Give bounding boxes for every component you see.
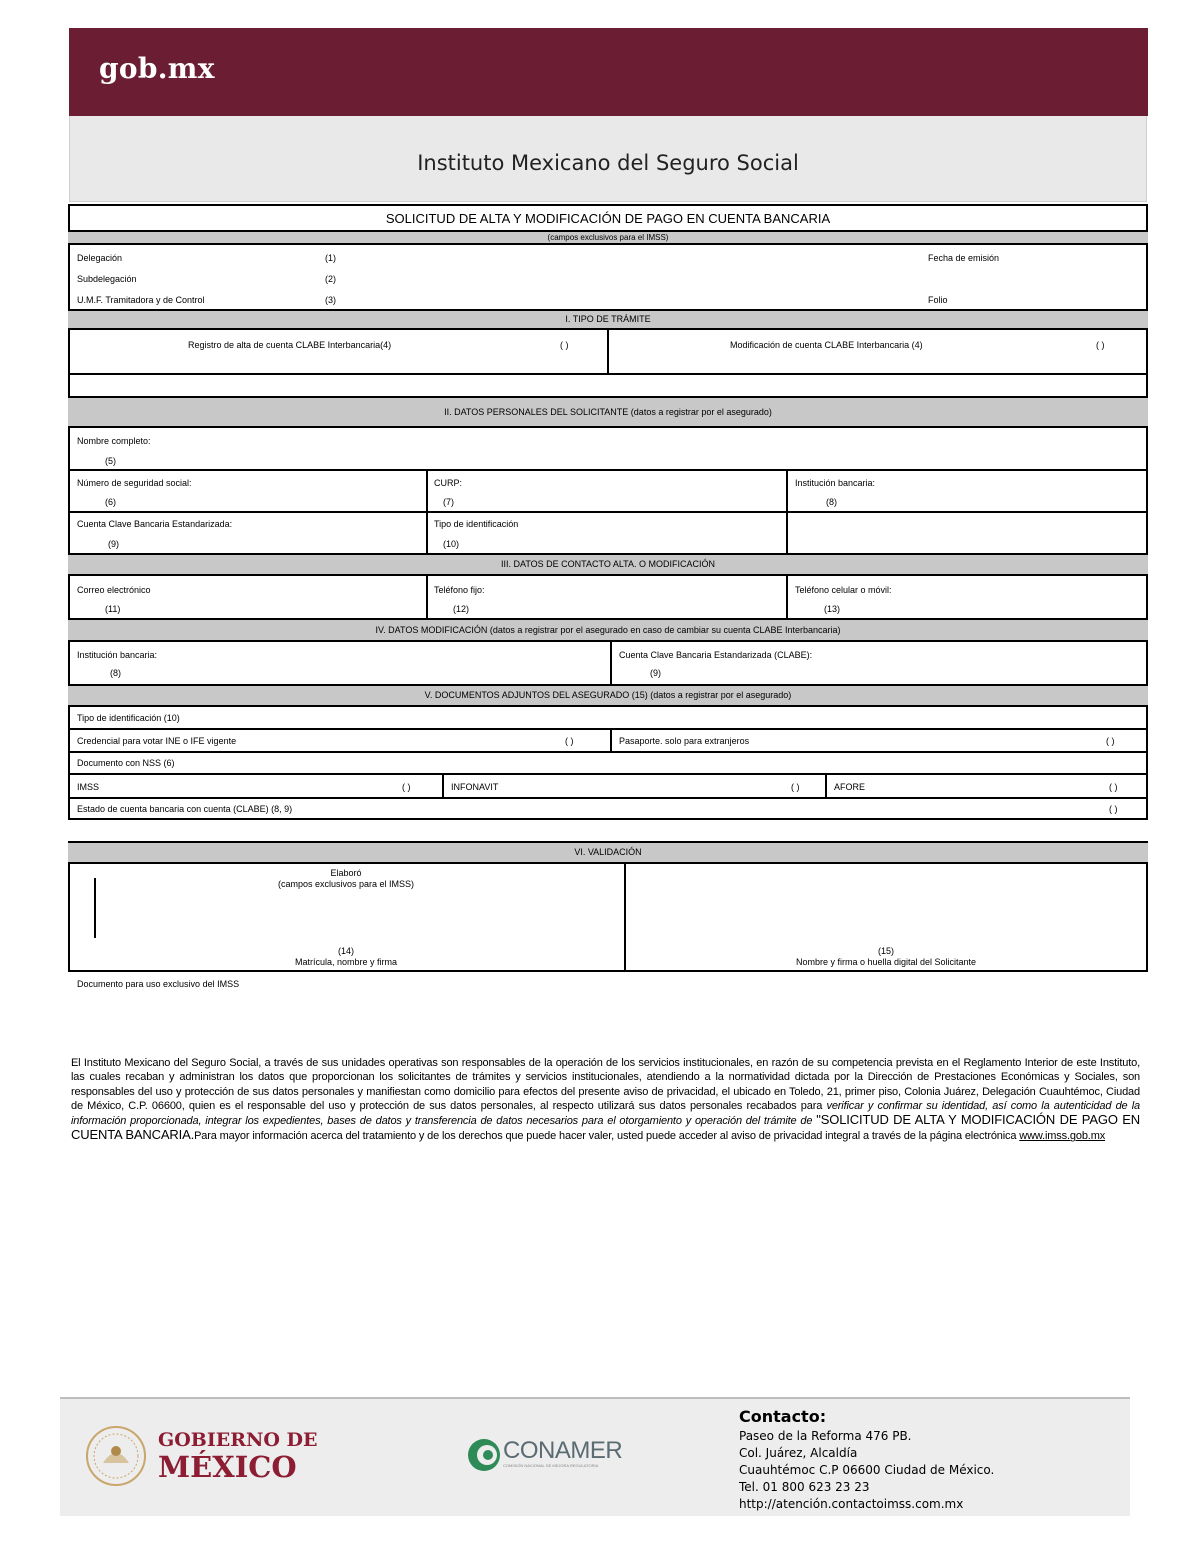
label-subdelegacion: Subdelegación <box>77 274 137 284</box>
checkbox-estado-cuenta[interactable]: ( ) <box>1109 804 1118 814</box>
ref-11[interactable]: (11) <box>105 604 121 614</box>
form-subtitle: (campos exclusivos para el IMSS) <box>68 230 1148 245</box>
checkbox-alta[interactable]: ( ) <box>560 340 569 350</box>
divider <box>68 373 1148 375</box>
ref-1: (1) <box>325 253 336 263</box>
ref-8b[interactable]: (8) <box>110 668 121 678</box>
section-datos-modificacion: IV. DATOS MODIFICACIÓN (datos a registrar por el asegurado en caso de cambiar su cuenta CLABE Interbancaria) <box>68 618 1148 642</box>
label-matricula: Matrícula, nombre y firma <box>294 957 398 967</box>
privacy-purpose: verificar y confirmar su identidad, así como la autenticidad de la información proporcionada, integrar los expedientes, bases de datos y transferencia de datos necesarios para el otorgamiento y operación del trámite de <box>71 1099 1141 1128</box>
option-modificacion: Modificación de cuenta CLABE Interbancaria (4) <box>730 340 923 350</box>
ref-13[interactable]: (13) <box>824 604 841 614</box>
imss-link[interactable]: www.imss.gob.mx <box>1019 1130 1106 1143</box>
label-telefono-fijo: Teléfono fijo: <box>434 585 485 595</box>
label-curp: CURP: <box>434 478 463 488</box>
label-nss: Número de seguridad social: <box>77 478 192 488</box>
checkbox-imss[interactable]: ( ) <box>402 782 411 792</box>
doc-estado-cuenta: Estado de cuenta bancaria con cuenta (CLABE) (8, 9) <box>77 804 293 814</box>
label-elaboro-sub: (campos exclusivos para el IMSS) <box>277 879 415 889</box>
label-delegacion: Delegación <box>77 253 123 263</box>
label-institucion-bancaria-2: Institución bancaria: <box>77 650 158 660</box>
ref-3: (3) <box>325 295 336 305</box>
doc-afore: AFORE <box>834 782 866 792</box>
ref-5[interactable]: (5) <box>105 456 116 466</box>
checkbox-afore[interactable]: ( ) <box>1109 782 1118 792</box>
divider <box>610 642 612 684</box>
divider <box>68 751 1148 753</box>
ref-9b[interactable]: (9) <box>650 668 661 678</box>
contact-phone: Tel. 01 800 623 23 23 <box>739 1480 870 1494</box>
checkbox-modificacion[interactable]: ( ) <box>1096 340 1105 350</box>
label-institucion-bancaria: Institución bancaria: <box>795 478 876 488</box>
contact-line-3: Cuauhtémoc C.P 06600 Ciudad de México. <box>739 1463 995 1477</box>
gobierno-de-text: GOBIERNO DE <box>158 1429 318 1451</box>
uso-exclusivo-note: Documento para uso exclusivo del IMSS <box>77 979 240 989</box>
contact-url[interactable]: http://atención.contactoimss.com.mx <box>739 1497 964 1511</box>
divider <box>68 797 1148 799</box>
conamer-subtitle: COMISIÓN NACIONAL DE MEJORA REGULATORIA <box>503 1463 599 1468</box>
divider <box>68 511 1148 513</box>
divider <box>68 469 1148 471</box>
checkbox-pasaporte[interactable]: ( ) <box>1106 736 1115 746</box>
mexico-seal-icon <box>85 1425 147 1487</box>
label-umf: U.M.F. Tramitadora y de Control <box>77 295 205 305</box>
divider <box>426 576 428 618</box>
divider <box>68 773 1148 775</box>
section-datos-contacto: III. DATOS DE CONTACTO ALTA. O MODIFICACIÓN <box>68 553 1148 576</box>
ref-9[interactable]: (9) <box>108 539 119 549</box>
gobmx-logo[interactable]: gob.mx <box>99 52 215 85</box>
doc-ine: Credencial para votar INE o IFE vigente <box>77 736 237 746</box>
ref-12[interactable]: (12) <box>453 604 470 614</box>
divider <box>442 773 444 797</box>
ref-10[interactable]: (10) <box>443 539 460 549</box>
label-folio: Folio <box>928 295 948 305</box>
label-tipo-identificacion: Tipo de identificación <box>434 519 519 529</box>
ref-2: (2) <box>325 274 336 284</box>
institution-banner <box>69 116 1147 202</box>
checkbox-infonavit[interactable]: ( ) <box>791 782 800 792</box>
label-clabe: Cuenta Clave Bancaria Estandarizada: <box>77 519 233 529</box>
checkbox-ine[interactable]: ( ) <box>565 736 574 746</box>
header-banner <box>69 28 1148 116</box>
privacy-form-name: "SOLICITUD DE ALTA Y MODIFICACIÓN DE PAGO EN CUENTA BANCARIA. <box>71 1112 1141 1143</box>
section-tipo-tramite: I. TIPO DE TRÁMITE <box>68 309 1148 330</box>
ref-6[interactable]: (6) <box>105 497 116 507</box>
label-telefono-celular: Teléfono celular o móvil: <box>795 585 892 595</box>
label-fecha-emision: Fecha de emisión <box>928 253 1000 263</box>
mexico-text: MÉXICO <box>158 1450 297 1484</box>
divider <box>825 773 827 797</box>
divider <box>786 576 788 618</box>
conamer-logo-icon <box>466 1437 502 1473</box>
section-validacion: VI. VALIDACIÓN <box>68 841 1148 864</box>
doc-pasaporte: Pasaporte. solo para extranjeros <box>619 736 750 746</box>
ref-8[interactable]: (8) <box>826 497 837 507</box>
institution-title: Instituto Mexicano del Seguro Social <box>417 151 799 175</box>
divider <box>607 330 609 374</box>
divider <box>610 728 612 751</box>
contact-line-2: Col. Juárez, Alcaldía <box>739 1446 858 1460</box>
label-firma-solicitante: Nombre y firma o huella digital del Solicitante <box>795 957 977 967</box>
privacy-notice: El Instituto Mexicano del Seguro Social, a través de sus unidades operativas son responsables de la operación de los servicios institucionales, en razón de su competencia prevista en el Reglamento Interior de este Instituto, las cuales recaban y administran los datos que proporcionan los solicitantes de trámites y servicios institucionales, atendiendo a la normatividad dictada por la Dirección de Prestaciones Económicas y Sociales, son responsables del uso y protección de sus datos personales y manifiestan como domicilio para efectos del presente aviso de privacidad, el ubicado en Toledo, 21, primer piso, Colonia Juárez, Delegación Cuauhtémoc, Ciudad de México, C.P. 06600, quien es el responsable del uso y protección de sus datos personales, al respecto utilizará sus datos personales recabados para verificar y confirmar su identidad, así como la autenticidad de la información proporcionada, integrar los expedientes, bases de datos y transferencia de datos necesarios para el otorgamiento y operación del trámite de "SOLICITUD DE ALTA Y MODIFICACIÓN DE PAGO EN CUENTA BANCARIA.Para mayor información acerca del tratamiento y de los derechos que puede hacer valer, usted puede acceder al aviso de privacidad integral a través de la página electrónica www.imss.gob.mx <box>71 1057 1141 1143</box>
section-datos-personales: II. DATOS PERSONALES DEL SOLICITANTE (datos a registrar por el asegurado) <box>68 396 1148 428</box>
form-title: SOLICITUD DE ALTA Y MODIFICACIÓN DE PAGO EN CUENTA BANCARIA <box>385 211 831 226</box>
label-correo: Correo electrónico <box>77 585 151 595</box>
ref-15[interactable]: (15) <box>877 946 894 956</box>
doc-infonavit: INFONAVIT <box>451 782 499 792</box>
label-nombre: Nombre completo: <box>77 436 151 446</box>
divider <box>68 728 1148 730</box>
ref-14[interactable]: (14) <box>337 946 354 956</box>
section-documentos: V. DOCUMENTOS ADJUNTOS DEL ASEGURADO (15) (datos a registrar por el asegurado) <box>68 684 1148 707</box>
doc-tipo-identificacion: Tipo de identificación (10) <box>77 713 180 723</box>
contact-title: Contacto: <box>739 1407 827 1426</box>
ref-7[interactable]: (7) <box>443 497 454 507</box>
contact-line-1: Paseo de la Reforma 476 PB. <box>739 1429 912 1443</box>
conamer-wordmark: CONAMER <box>503 1437 623 1464</box>
option-alta: Registro de alta de cuenta CLABE Interbancaria(4) <box>188 340 392 350</box>
doc-imss: IMSS <box>77 782 100 792</box>
doc-nss: Documento con NSS (6) <box>77 758 175 768</box>
label-elaboro: Elaboró <box>330 868 362 878</box>
label-clabe-2: Cuenta Clave Bancaria Estandarizada (CLABE): <box>619 650 813 660</box>
